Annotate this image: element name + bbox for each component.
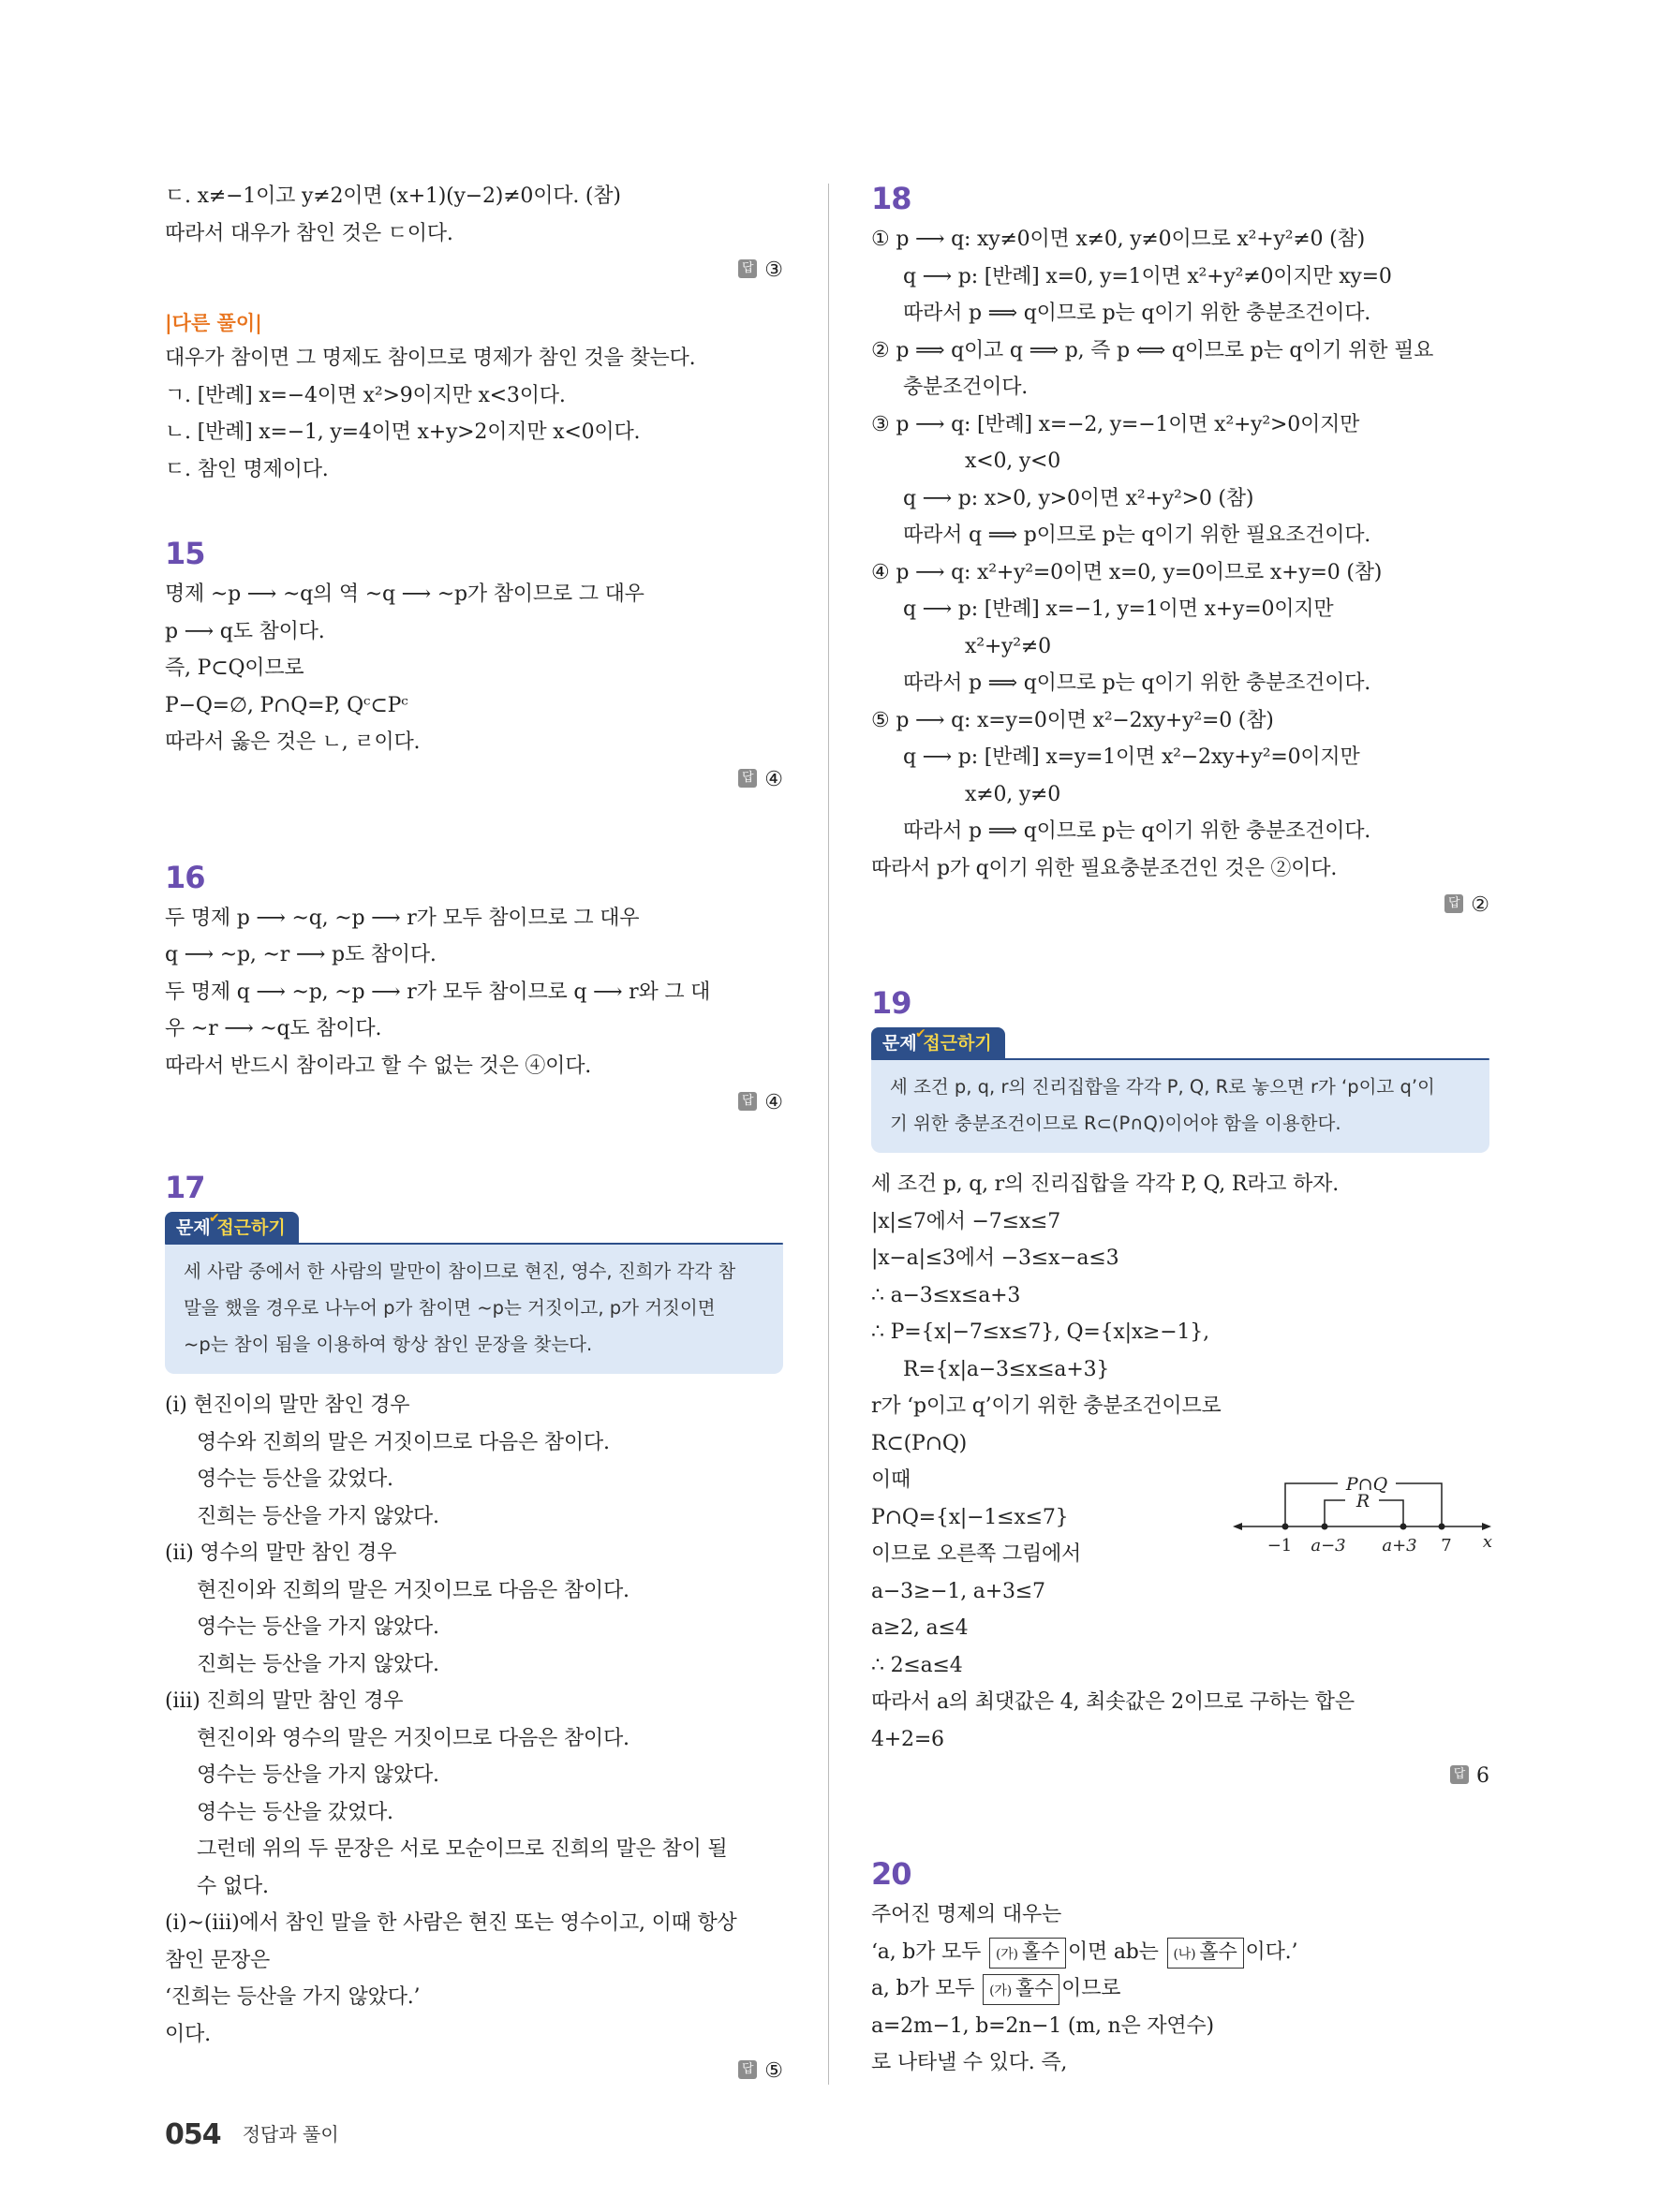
text-line: ㄷ. x≠−1이고 y≠2이면 (x+1)(y−2)≠0이다. (참) [165,184,621,208]
text-line: 수 없다. [197,1874,269,1898]
answer-badge: 답 [1444,894,1463,913]
text-line: |x−a|≤3에서 −3≤x−a≤3 [871,1246,1119,1270]
answer-row [165,1084,783,1122]
approach-line: 기 위한 충분조건이므로 R⊂(P∩Q)이어야 함을 이용한다. [890,1113,1341,1134]
text-line: 따라서 반드시 참이라고 할 수 없는 것은 ④이다. [165,1054,592,1078]
text-line: ㄴ. [반례] x=−1, y=4이면 x+y>2이지만 x<0이다. [165,420,641,444]
tick-label: a−3 [1311,1536,1346,1556]
text-line: 따라서 옳은 것은 ㄴ, ㄹ이다. [165,730,421,754]
answer-value: ⑤ [764,2059,783,2083]
blank-box-a [983,1974,1059,2005]
text-line: q ⟶ p: [반례] x=−1, y=1이면 x+y=0이지만 [903,597,1334,621]
answer-badge: 답 [738,1092,757,1111]
text-line: 두 명제 q ⟶ ~p, ~p ⟶ r가 모두 참이므로 q ⟶ r와 그 대 [165,980,711,1004]
answer-badge: 답 [738,259,757,278]
text-line: 이때 [871,1468,911,1492]
text-line: |x|≤7에서 −7≤x≤7 [871,1209,1061,1233]
text-segment: 이다.’ [1245,1939,1298,1964]
page-footer [165,2118,339,2151]
text-line: q ⟶ p: [반례] x=y=1이면 x²−2xy+y²=0이지만 [903,745,1360,769]
text-segment: ‘a, b가 모두 [871,1939,982,1964]
text-line: q ⟶ p: x>0, y>0이면 x²+y²>0 (참) [903,486,1254,510]
right-column [871,178,1489,2082]
page-number: 054 [165,2118,221,2151]
text-line: 따라서 a의 최댓값은 4, 최솟값은 2이므로 구하는 합은 [871,1690,1355,1714]
approach-box [165,1212,783,1374]
axis-label: x [1482,1532,1493,1552]
text-line: 진희는 등산을 가지 않았다. [197,1504,439,1528]
blank-label: (가) [995,1946,1018,1962]
answer-row [871,1758,1489,1795]
text-line: 따라서 p ⟹ q이므로 p는 q이기 위한 충분조건이다. [903,819,1371,843]
axis-arrow-left [1233,1523,1242,1530]
text-line: 대우가 참이면 그 명제도 참이므로 명제가 참인 것을 찾는다. [165,347,696,370]
text-line: 두 명제 p ⟶ ~q, ~p ⟶ r가 모두 참이므로 그 대우 [165,906,640,930]
tick-dot [1282,1524,1289,1530]
approach-label-b: 접근하기 [216,1217,286,1238]
answer-value: ④ [764,1091,783,1114]
text-line: ② p ⟹ q이고 q ⟹ p, 즉 p ⟺ q이므로 p는 q이기 위한 필요 [871,338,1434,362]
text-line: R={x|a−3≤x≤a+3} [903,1357,1110,1381]
approach-line: 말을 했을 경우로 나누어 p가 참이면 ~p는 거짓이고, p가 거짓이면 [184,1297,716,1319]
text-line: ∴ P={x|−7≤x≤7}, Q={x|x≥−1}, [871,1320,1209,1344]
text-line [871,1970,1489,2008]
tick-dot [1400,1524,1407,1530]
approach-line: 세 조건 p, q, r의 진리집합을 각각 P, Q, R로 놓으면 r가 ‘p이고 q’이 [890,1076,1435,1098]
text-line: (ⅱ) 영수의 말만 참인 경우 [165,1541,397,1565]
blank-box-a [989,1938,1066,1969]
text-line: (ⅰ) 현진이의 말만 참인 경우 [165,1394,410,1417]
answer-value: ③ [764,258,783,282]
answer-row [165,761,783,799]
text-line: 현진이와 영수의 말은 거짓이므로 다음은 참이다. [197,1726,630,1750]
blank-box-b [1167,1938,1244,1969]
text-line: x<0, y<0 [965,450,1061,473]
text-line: 명제 ~p ⟶ ~q의 역 ~q ⟶ ~p가 참이므로 그 대우 [165,582,644,606]
check-icon: ✔ [915,1026,926,1041]
alt-solution-title: |다른 풀이| [165,312,262,334]
text-line: (ⅰ)~(ⅲ)에서 참인 말을 한 사람은 현진 또는 영수이고, 이때 항상 [165,1911,737,1935]
label-pq: P∩Q [1345,1474,1388,1495]
text-segment: 이므로 [1061,1977,1121,2000]
text-line: ‘진희는 등산을 가지 않았다.’ [165,1985,421,2009]
answer-value: ④ [764,767,783,791]
text-line: 따라서 p ⟹ q이므로 p는 q이기 위한 충분조건이다. [903,302,1371,325]
check-icon: ✔ [209,1211,220,1226]
text-line: ③ p ⟶ q: [반례] x=−2, y=−1이면 x²+y²>0이지만 [871,412,1360,436]
blank-label: (나) [1173,1946,1196,1962]
text-line: 영수는 등산을 가지 않았다. [197,1615,439,1639]
text-line: 이므로 오른쪽 그림에서 [871,1542,1082,1566]
text-line: 현진이와 진희의 말은 거짓이므로 다음은 참이다. [197,1578,630,1602]
text-line: q ⟶ p: [반례] x=0, y=1이면 x²+y²≠0이지만 xy=0 [903,264,1392,288]
axis-arrow-right [1482,1523,1491,1530]
question-number-15: 15 [165,536,205,571]
approach-content [165,1244,783,1374]
text-line: (ⅲ) 진희의 말만 참인 경우 [165,1689,404,1713]
text-line: 따라서 p가 q이기 위한 필요충분조건인 것은 ②이다. [871,856,1338,880]
left-column [165,178,783,2090]
text-line: R⊂(P∩Q) [871,1431,968,1455]
text-line: ∴ a−3≤x≤a+3 [871,1283,1021,1307]
answer-badge: 답 [738,769,757,788]
text-line: 따라서 p ⟹ q이므로 p는 q이기 위한 충분조건이다. [903,671,1371,695]
question-number-18: 18 [871,181,911,216]
text-line: P∩Q={x|−1≤x≤7} [871,1505,1069,1529]
approach-content [871,1059,1489,1153]
text-segment: 이면 ab는 [1067,1939,1159,1964]
tick-label: −1 [1266,1536,1293,1556]
text-line: a=2m−1, b=2n−1 (m, n은 자연수) [871,2013,1214,2038]
approach-line: 세 사람 중에서 한 사람의 말만이 참이므로 현진, 영수, 진희가 각각 참 [184,1261,736,1282]
approach-tab [871,1027,1005,1059]
approach-label-a: 문제 [882,1033,917,1054]
answer-value: 6 [1476,1764,1489,1788]
text-line: ㄷ. 참인 명제이다. [165,457,329,481]
answer-row [871,887,1489,924]
text-line: 그런데 위의 두 문장은 서로 모순이므로 진희의 말은 참이 될 [197,1837,728,1861]
text-line: a−3≥−1, a+3≤7 [871,1579,1045,1603]
text-line: p ⟶ q도 참이다. [165,619,325,643]
blank-text: 홀수 [1015,1977,1054,1999]
text-line: r가 ‘p이고 q’이기 위한 충분조건이므로 [871,1394,1222,1418]
approach-label-b: 접근하기 [923,1033,992,1054]
text-line: 영수는 등산을 갔었다. [197,1800,393,1824]
page-title: 정답과 풀이 [242,2123,339,2146]
text-line: ① p ⟶ q: xy≠0이면 x≠0, y≠0이므로 x²+y²≠0 (참) [871,228,1365,251]
approach-box [871,1027,1489,1153]
approach-label-a: 문제 [176,1217,211,1238]
tick-label: 7 [1441,1536,1452,1556]
text-line: a≥2, a≤4 [871,1616,969,1640]
text-line: ㄱ. [반례] x=−4이면 x²>9이지만 x<3이다. [165,383,566,407]
tick-dot [1322,1524,1328,1530]
text-line: 우 ~r ⟶ ~q도 참이다. [165,1017,382,1040]
blank-text: 홀수 [1021,1939,1059,1963]
text-line: 영수는 등산을 갔었다. [197,1467,393,1491]
blank-text: 홀수 [1199,1939,1237,1963]
approach-tab [165,1212,299,1244]
question-number-19: 19 [871,985,911,1021]
text-line: 따라서 대우가 참인 것은 ㄷ이다. [165,221,453,245]
text-line: 4+2=6 [871,1727,944,1751]
answer-row [165,2053,783,2090]
number-line-figure [1233,1465,1504,1568]
text-line: ⑤ p ⟶ q: x=y=0이면 x²−2xy+y²=0 (참) [871,708,1274,732]
tick-label: a+3 [1382,1536,1417,1556]
text-line: ∴ 2≤a≤4 [871,1653,963,1677]
answer-value: ② [1471,893,1489,917]
question-number-17: 17 [165,1170,205,1205]
answer-badge: 답 [1450,1765,1469,1784]
blank-label: (가) [989,1983,1012,1998]
question-number-16: 16 [165,859,205,895]
text-line: 진희는 등산을 가지 않았다. [197,1652,439,1676]
text-line: 세 조건 p, q, r의 진리집합을 각각 P, Q, R라고 하자. [871,1172,1340,1196]
text-line: 영수는 등산을 가지 않았다. [197,1763,439,1787]
label-r: R [1355,1491,1370,1512]
text-line: 충분조건이다. [903,376,1029,399]
text-line [871,1934,1489,1971]
text-line: 주어진 명제의 대우는 [871,1903,1062,1926]
text-line: 참인 문장은 [165,1948,271,1972]
question-number-20: 20 [871,1856,911,1892]
answer-badge: 답 [738,2060,757,2079]
text-segment: a, b가 모두 [871,1977,975,2000]
text-line: x²+y²≠0 [965,634,1051,658]
text-line: 따라서 q ⟹ p이므로 p는 q이기 위한 필요조건이다. [903,524,1371,547]
text-line: 이다. [165,2022,211,2046]
text-line: ④ p ⟶ q: x²+y²=0이면 x=0, y=0이므로 x+y=0 (참) [871,560,1383,584]
text-line: P−Q=∅, P∩Q=P, Qᶜ⊂Pᶜ [165,693,408,717]
text-line: 즉, P⊂Q이므로 [165,656,304,680]
column-divider [828,184,829,2085]
text-line: 영수와 진희의 말은 거짓이므로 다음은 참이다. [197,1430,610,1454]
text-line: x≠0, y≠0 [965,782,1061,806]
tick-dot [1439,1524,1445,1530]
text-line: 로 나타낼 수 있다. 즉, [871,2051,1068,2074]
approach-line: ~p는 참이 됨을 이용하여 항상 참인 문장을 찾는다. [184,1334,593,1355]
text-line: q ⟶ ~p, ~r ⟶ p도 참이다. [165,943,437,966]
answer-row [165,252,783,289]
